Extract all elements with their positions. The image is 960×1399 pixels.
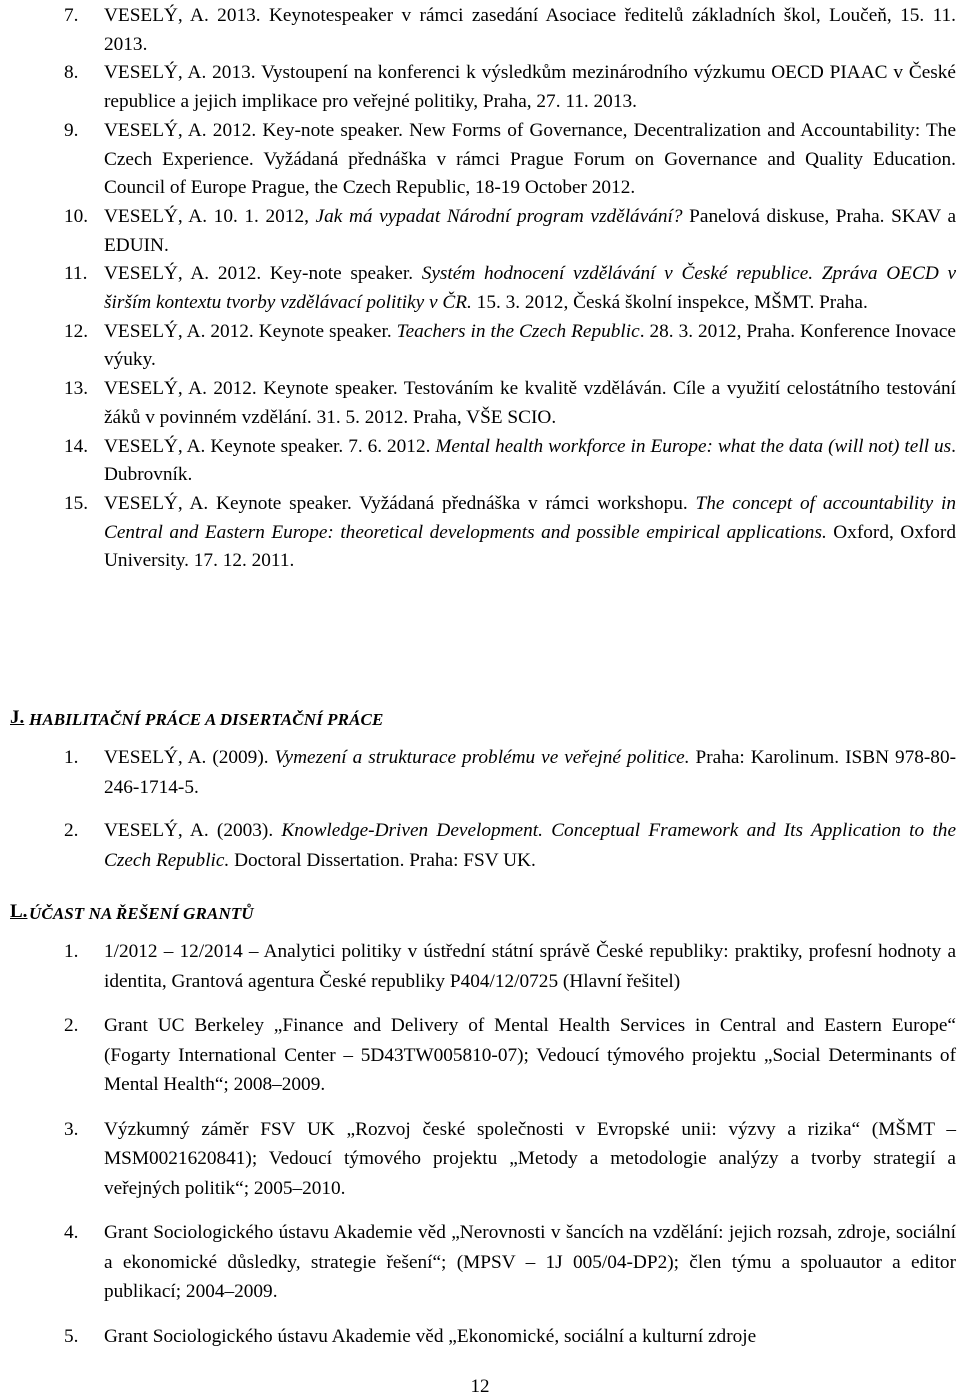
- list-item: [0, 743, 960, 802]
- text-run: Oxford, Oxford University. 17. 12. 2011.: [104, 521, 956, 572]
- section-l-list: [0, 937, 960, 1366]
- item-text: [104, 743, 956, 802]
- item-number: 12.: [64, 320, 89, 342]
- text-run: Výzkumný záměr FSV UK „Rozvoj české společnosti v Evropské unii: výzvy a rizika“ (MŠMT – MSM0021620841); Vedoucí týmového projektu „Metody a metodologie analýzy a tvorby strategií a veřejných politik“; 2005–2010.: [104, 1118, 956, 1199]
- item-text: [104, 937, 956, 996]
- list-item: [0, 1218, 960, 1307]
- italic-title: Knowledge-Driven Development. Conceptual Framework and Its Application to the Czech Republic.: [104, 820, 956, 871]
- list-item: [0, 1115, 960, 1204]
- item-text: [104, 260, 956, 317]
- text-run: VESELÝ, A. 10. 1. 2012,: [104, 205, 316, 227]
- list-item: [0, 375, 960, 432]
- text-run: VESELÝ, A. 2012. Keynote speaker. Testováním ke kvalitě vzděláván. Cíle a využití celostátního testování žáků v povinném vzdělání. 31. 5. 2012. Praha, VŠE SCIO.: [104, 378, 956, 428]
- item-text: [104, 1011, 956, 1100]
- item-text: [104, 59, 956, 116]
- text-run: . Dubrovník.: [104, 435, 956, 486]
- text-run: Doctoral Dissertation. Praha: FSV UK.: [229, 849, 536, 871]
- item-number: 1.: [64, 747, 79, 768]
- item-text: [104, 490, 956, 576]
- section-l-letter: L.: [10, 901, 28, 922]
- list-item: [0, 433, 960, 490]
- list-item: [0, 1011, 960, 1100]
- text-run: VESELÝ, A. Keynote speaker. Vyžádaná přednáška v rámci workshopu.: [104, 492, 696, 514]
- italic-title: Systém hodnocení vzdělávání v České republice. Zpráva OECD v širším kontextu tvorby vzdělávací politiky v ČR.: [104, 263, 957, 314]
- item-number: 7.: [64, 5, 79, 26]
- text-run: Praha: Karolinum. ISBN 978-80-246-1714-5.: [104, 747, 956, 798]
- item-number: 14.: [64, 435, 89, 457]
- item-number: 10.: [64, 205, 89, 227]
- list-item: [0, 816, 960, 875]
- text-run: Grant UC Berkeley „Finance and Delivery of Mental Health Services in Central and Eastern Europe“ (Fogarty International Center – 5D43TW005810-07); Vedoucí týmového projektu „Social Determinants of Mental Health“; 2008–2009.: [104, 1015, 956, 1095]
- item-number: 4.: [64, 1222, 79, 1243]
- italic-title: Jak má vypadat Národní program vzdělávání?: [315, 205, 683, 227]
- italic-title: The concept of accountability in Central and Eastern Europe: theoretical developments and possible empirical applications.: [104, 492, 956, 543]
- text-run: 15. 3. 2012, Česká školní inspekce, MŠMT. Praha.: [471, 292, 868, 314]
- italic-title: Mental health workforce in Europe: what the data (will not) tell us: [435, 435, 952, 457]
- text-run: Grant Sociologického ústavu Akademie věd „Ekonomické, sociální a kulturní zdroje: [104, 1325, 757, 1347]
- text-run: VESELÝ, A. 2013. Vystoupení na konferenci k výsledkům mezinárodního výzkumu OECD PIAAC v České republice a jejich implikace pro veřejné politiky, Praha, 27. 11. 2013.: [104, 62, 956, 113]
- item-number: 9.: [64, 119, 79, 141]
- item-number: 3.: [64, 1118, 79, 1140]
- item-number: 1.: [64, 941, 79, 962]
- list-item: [0, 937, 960, 996]
- item-text: [104, 1218, 956, 1307]
- list-item: [0, 260, 960, 317]
- list-item: [0, 203, 960, 260]
- item-number: 13.: [64, 378, 89, 400]
- item-text: [104, 2, 956, 59]
- page-number: 12: [470, 1376, 490, 1397]
- section-l-title: ÚČAST NA ŘEŠENÍ GRANTŮ: [29, 904, 254, 923]
- list-item: [0, 490, 960, 576]
- item-number: 15.: [64, 492, 89, 514]
- item-number: 2.: [64, 1015, 79, 1036]
- text-run: VESELÝ, A. 2012. Key-note speaker. New Forms of Governance, Decentralization and Accountability: The Czech Experience. Vyžádaná přednáška v rámci Prague Forum on Governance and Quality Education. Council of Europe Prague, the Czech Republic, 18-19 October 2012.: [104, 119, 956, 199]
- item-text: [104, 375, 956, 432]
- item-text: [104, 203, 956, 260]
- item-text: [104, 433, 956, 490]
- item-number: 11.: [64, 263, 88, 285]
- section-j-letter: J.: [10, 707, 25, 728]
- text-run: . 28. 3. 2012, Praha. Konference Inovace výuky.: [104, 320, 956, 371]
- list-item: [0, 318, 960, 375]
- item-number: 5.: [64, 1325, 79, 1347]
- text-run: 1/2012 – 12/2014 – Analytici politiky v ústřední státní správě České republiky: praktiky, profesní hodnoty a identita, Grantová agentura České republiky P404/12/0725 (Hlavní řešitel): [104, 941, 956, 992]
- text-run: Grant Sociologického ústavu Akademie věd „Nerovnosti v šancích na vzdělání: jejich rozsah, zdroje, sociální a ekonomické důsledky, strategie řešení“; (MPSV – 1J 005/04-DP2); člen týmu a spoluautor a editor publikací; 2004–2009.: [104, 1222, 956, 1302]
- text-run: Panelová diskuse, Praha. SKAV a EDUIN.: [104, 205, 956, 256]
- text-run: VESELÝ, A. (2009).: [104, 747, 275, 768]
- list-item: [0, 1322, 960, 1352]
- list-item: [0, 59, 960, 116]
- item-text: [104, 318, 956, 375]
- text-run: VESELÝ, A. 2012. Keynote speaker.: [104, 320, 397, 342]
- item-number: 8.: [64, 62, 79, 84]
- section-j-title: HABILITAČNÍ PRÁCE A DISERTAČNÍ PRÁCE: [29, 710, 384, 729]
- italic-title: Vymezení a strukturace problému ve veřejné politice.: [274, 747, 690, 768]
- italic-title: Teachers in the Czech Republic: [396, 320, 640, 342]
- text-run: VESELÝ, A. (2003).: [104, 820, 282, 841]
- text-run: VESELÝ, A. 2013. Keynotespeaker v rámci zasedání Asociace ředitelů základních škol, Loučeň, 15. 11. 2013.: [104, 5, 956, 55]
- talks-list: [0, 2, 960, 576]
- text-run: VESELÝ, A. 2012. Key-note speaker.: [104, 263, 422, 285]
- section-j-list: [0, 743, 960, 889]
- text-run: VESELÝ, A. Keynote speaker. 7. 6. 2012.: [104, 435, 436, 457]
- item-number: 2.: [64, 820, 79, 841]
- item-text: [104, 117, 956, 203]
- list-item: [0, 2, 960, 59]
- item-text: [104, 1115, 956, 1204]
- list-item: [0, 117, 960, 203]
- item-text: [104, 816, 956, 875]
- item-text: [104, 1322, 956, 1352]
